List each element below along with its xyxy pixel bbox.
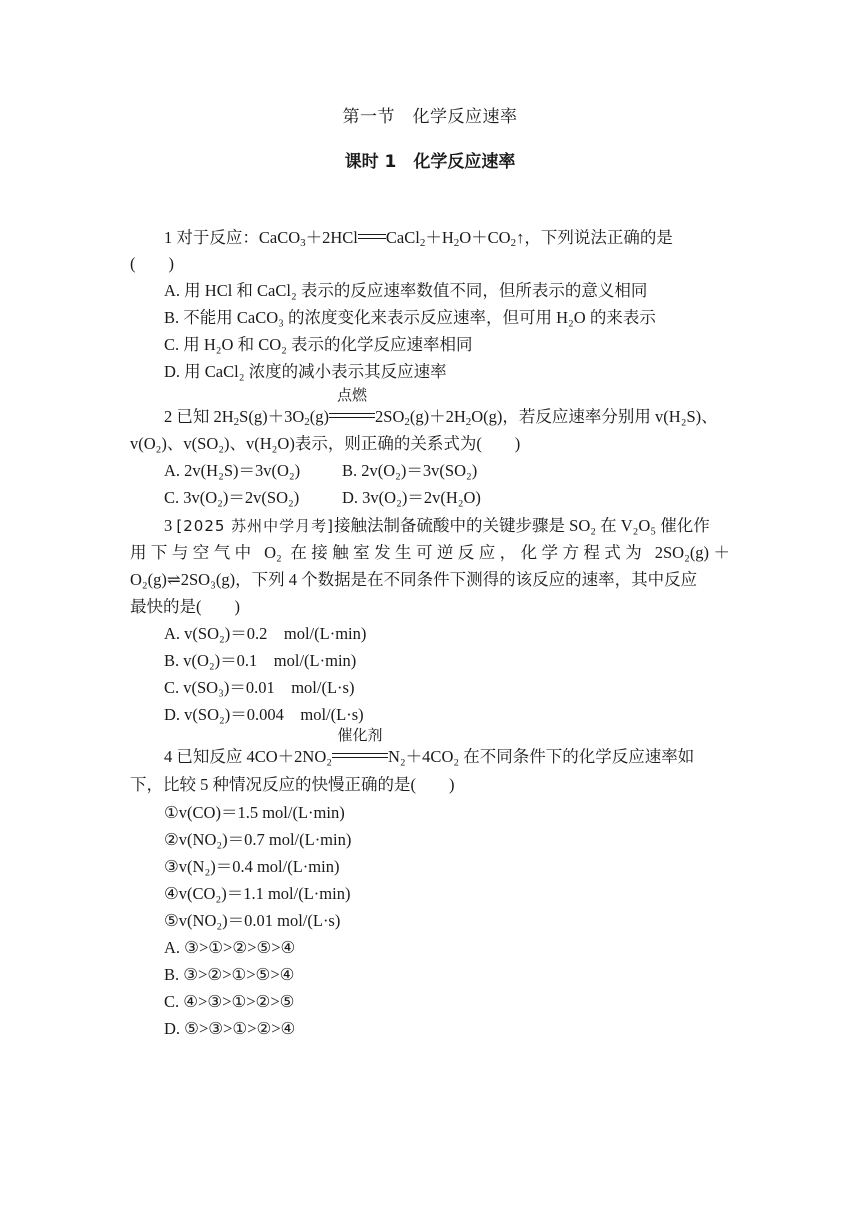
question-3-option-d: D. v(SO₂)＝0.004 mol/(L·s)	[164, 705, 364, 724]
question-4-line2: 下，比较 5 种情况反应的快慢正确的是( )	[130, 775, 455, 794]
question-1-option-d: D. 用 CaCl₂ 浓度的减小表示其反应速率	[164, 362, 447, 381]
question-2-option-d: D. 3v(O₂)＝2v(H₂O)	[342, 488, 481, 507]
question-2-stem: 2 已知 $2H_2S(g)+3O_2(g)$ 点燃 $2SO_2(g)+2H_2O(g)$，若反应速率分别用 v(H₂S)、	[164, 386, 718, 428]
question-1-option-c: C. 用 H₂O 和 CO₂ 表示的化学反应速率相同	[164, 335, 473, 354]
question-4-option-d: D. ⑤>③>①>②>④	[164, 1019, 296, 1038]
question-3-line1: 3 [2025 苏州中学月考]接触法制备硫酸中的关键步骤是 SO₂ 在 V₂O₅ 催化作	[164, 516, 710, 535]
question-2-option-a: A. 2v(H₂S)＝3v(O₂)	[164, 461, 301, 480]
question-3-source: [2025 苏州中学月考]	[176, 517, 335, 535]
question-4-option-a: A. ③>①>②>⑤>④	[164, 938, 296, 957]
question-4-item-2: ②v(NO₂)＝0.7 mol/(L·min)	[164, 830, 352, 849]
reaction-arrow-ignite: 点燃	[329, 404, 375, 430]
section-title: 第一节 化学反应速率	[342, 107, 518, 126]
question-4-option-c: C. ④>③>①>②>⑤	[164, 992, 295, 1011]
question-3-line4: 最快的是( )	[130, 597, 240, 616]
question-4-item-3: ③v(N₂)＝0.4 mol/(L·min)	[164, 857, 340, 876]
lesson-title: 课时 1 化学反应速率	[344, 152, 516, 172]
question-2-line2: v(O₂)、v(SO₂)、v(H₂O)表示，则正确的关系式为( )	[130, 434, 521, 453]
question-4-item-1: ①v(CO)＝1.5 mol/(L·min)	[164, 803, 345, 822]
question-1-stem: 1 对于反应：CaCO$_3$＋2HCl $CaCl_2+H_2O+CO_2↑$，下列说法正确的是	[164, 228, 673, 249]
question-1-blank: ( )	[130, 254, 174, 273]
question-4-stem: 4 已知反应 4CO＋2NO₂ 催化剂 N₂＋4CO₂ 在不同条件下的化学反应速率如	[164, 744, 694, 770]
question-4-option-b: B. ③>②>①>⑤>④	[164, 965, 295, 984]
question-1-option-a: A. 用 HCl 和 CaCl₂ 表示的反应速率数值不同，但所表示的意义相同	[164, 281, 648, 300]
question-1-option-b: B. 不能用 CaCO₃ 的浓度变化来表示反应速率，但可用 H₂O 的来表示	[164, 308, 656, 327]
question-4-item-4: ④v(CO₂)＝1.1 mol/(L·min)	[164, 884, 351, 903]
question-3-option-a: A. v(SO₂)＝0.2 mol/(L·min)	[164, 624, 367, 643]
question-3-line3: O₂(g)⇌2SO₃(g)，下列 4 个数据是在不同条件下测得的该反应的速率，其中反应	[130, 570, 698, 589]
question-4-item-5: ⑤v(NO₂)＝0.01 mol/(L·s)	[164, 911, 341, 930]
reaction-arrow-catalyst: 催化剂	[332, 744, 388, 770]
question-2-option-b: B. 2v(O₂)＝3v(SO₂)	[342, 461, 478, 480]
question-3-line2: 用下与空气中 O₂ 在接触室发生可逆反应，化学方程式为 2SO₂(g)＋	[130, 543, 730, 562]
question-2-option-c: C. 3v(O₂)＝2v(SO₂)	[164, 488, 300, 507]
question-3-option-c: C. v(SO₃)＝0.01 mol/(L·s)	[164, 678, 355, 697]
question-3-option-b: B. v(O₂)＝0.1 mol/(L·min)	[164, 651, 357, 670]
